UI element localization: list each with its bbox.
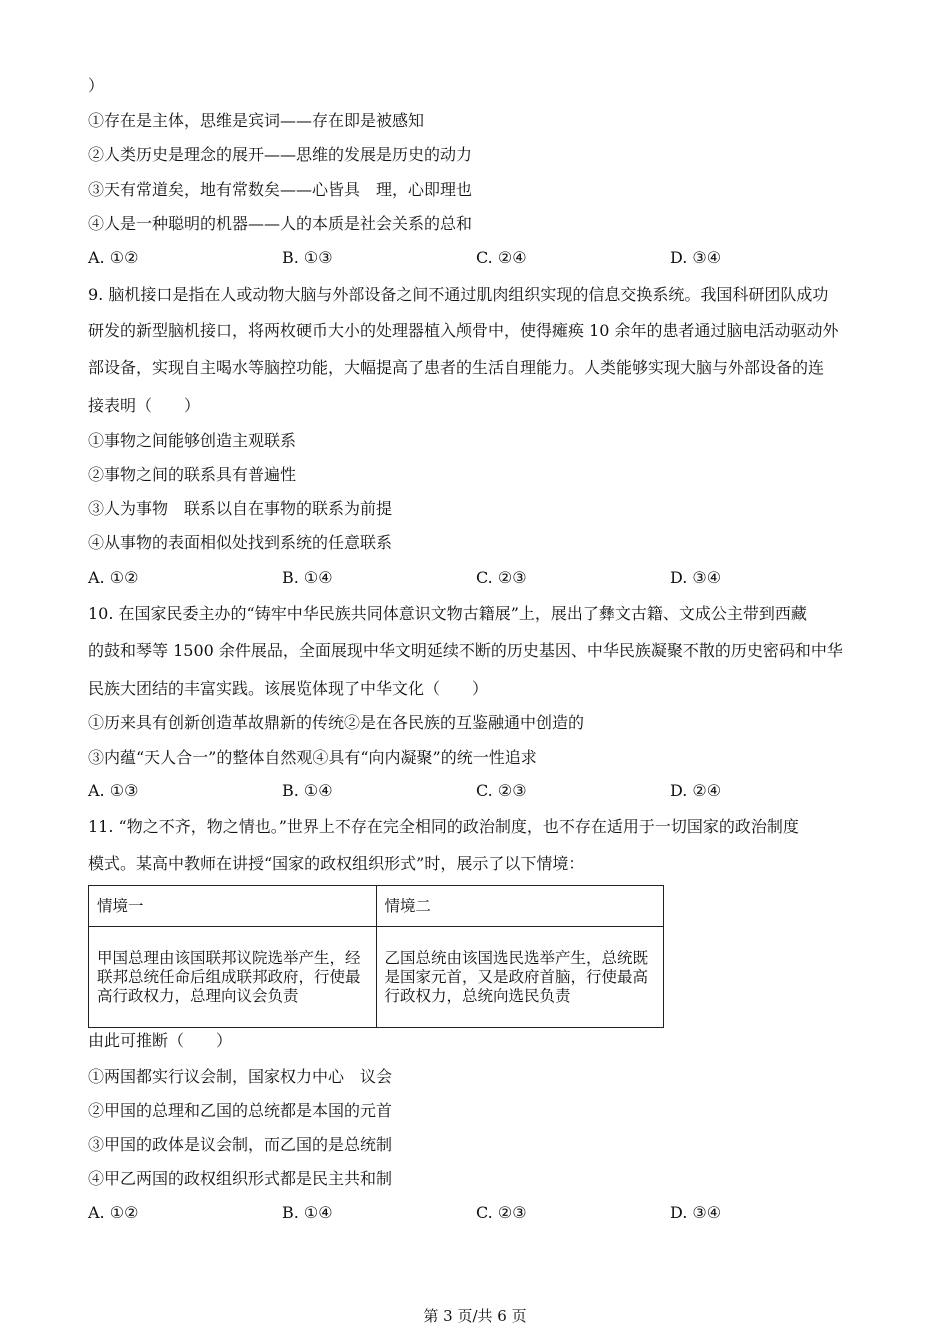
option-a: A. ①② — [88, 248, 139, 267]
option-b: B. ①④ — [282, 568, 333, 587]
option-a: A. ①② — [88, 1203, 139, 1222]
q8-item-2: ②人类历史是理念的展开——思维的发展是历史的动力 — [88, 145, 473, 164]
option-d: D. ②④ — [670, 781, 722, 800]
q11-item-3: ③甲国的政体是议会制，而乙国的是总统制 — [88, 1135, 393, 1154]
option-a: A. ①② — [88, 568, 139, 587]
q11-stem-end: 由此可推断（ ） — [88, 1031, 233, 1050]
option-d: D. ③④ — [670, 568, 722, 587]
q10-items-line-1: ①历来具有创新创造革故鼎新的传统②是在各民族的互鉴融通中创造的 — [88, 713, 585, 732]
q8-closing-paren: ） — [88, 76, 105, 95]
q10-stem-line-1: 10. 在国家民委主办的“铸牢中华民族共同体意识文物古籍展”上，展出了彝文古籍、文成公主带到西藏 — [88, 604, 807, 623]
q8-item-1: ①存在是主体，思维是宾词——存在即是被感知 — [88, 111, 425, 130]
option-a: A. ①③ — [88, 781, 139, 800]
option-c: C. ②③ — [476, 568, 527, 587]
q10-items-line-2: ③内蕴“天人合一”的整体自然观④具有“向内凝聚”的统一性追求 — [88, 748, 537, 767]
q10-stem-line-3: 民族大团结的丰富实践。该展览体现了中华文化（ ） — [88, 679, 489, 698]
table-header-scenario-1: 情境一 — [89, 886, 377, 927]
q11-stem-line-2: 模式。某高中教师在讲授“国家的政权组织形式”时，展示了以下情境： — [88, 854, 585, 873]
option-c: C. ②④ — [476, 248, 527, 267]
table-cell-scenario-1: 甲国总理由该国联邦议院选举产生，经联邦总统任命后组成联邦政府，行使最高行政权力，总理向议会负责 — [89, 927, 377, 1028]
table-header-scenario-2: 情境二 — [376, 886, 664, 927]
q9-stem-line-1: 9. 脑机接口是指在人或动物大脑与外部设备之间不通过肌肉组织实现的信息交换系统。我国科研团队成功 — [88, 285, 829, 304]
q9-item-1: ①事物之间能够创造主观联系 — [88, 431, 297, 450]
q9-item-2: ②事物之间的联系具有普遍性 — [88, 465, 297, 484]
q9-stem-line-3: 部设备，实现自主喝水等脑控功能，大幅提高了患者的生活自理能力。人类能够实现大脑与外部设备的连 — [88, 358, 825, 377]
q11-item-4: ④甲乙两国的政权组织形式都是民主共和制 — [88, 1169, 393, 1188]
option-d: D. ③④ — [670, 248, 722, 267]
option-b: B. ①④ — [282, 781, 333, 800]
q11-item-2: ②甲国的总理和乙国的总统都是本国的元首 — [88, 1101, 393, 1120]
option-b: B. ①③ — [282, 248, 333, 267]
option-c: C. ②③ — [476, 781, 527, 800]
table-cell-scenario-2: 乙国总统由该国选民选举产生，总统既是国家元首，又是政府首脑，行使最高行政权力，总统向选民负责 — [376, 927, 664, 1028]
page-number: 第 3 页/共 6 页 — [423, 1307, 527, 1325]
q8-item-4: ④人是一种聪明的机器——人的本质是社会关系的总和 — [88, 214, 473, 233]
option-c: C. ②③ — [476, 1203, 527, 1222]
q9-item-4: ④从事物的表面相似处找到系统的任意联系 — [88, 533, 393, 552]
q9-stem-line-2: 研发的新型脑机接口，将两枚硬币大小的处理器植入颅骨中，使得瘫痪 10 余年的患者通过脑电活动驱动外 — [88, 321, 839, 340]
q11-item-1: ①两国都实行议会制，国家权力中心 议会 — [88, 1067, 393, 1086]
q8-item-3: ③天有常道矣，地有常数矣——心皆具 理，心即理也 — [88, 180, 473, 199]
q10-stem-line-2: 的鼓和琴等 1500 余件展品，全面展现中华文明延续不断的历史基因、中华民族凝聚不散的历史密码和中华 — [88, 641, 843, 660]
scenario-table — [88, 885, 664, 1028]
q9-item-3: ③人为事物 联系以自在事物的联系为前提 — [88, 499, 393, 518]
q11-stem-line-1: 11. “物之不齐，物之情也。”世界上不存在完全相同的政治制度，也不存在适用于一切国家的政治制度 — [88, 817, 799, 836]
option-d: D. ③④ — [670, 1203, 722, 1222]
option-b: B. ①④ — [282, 1203, 333, 1222]
q9-stem-line-4: 接表明（ ） — [88, 396, 201, 415]
